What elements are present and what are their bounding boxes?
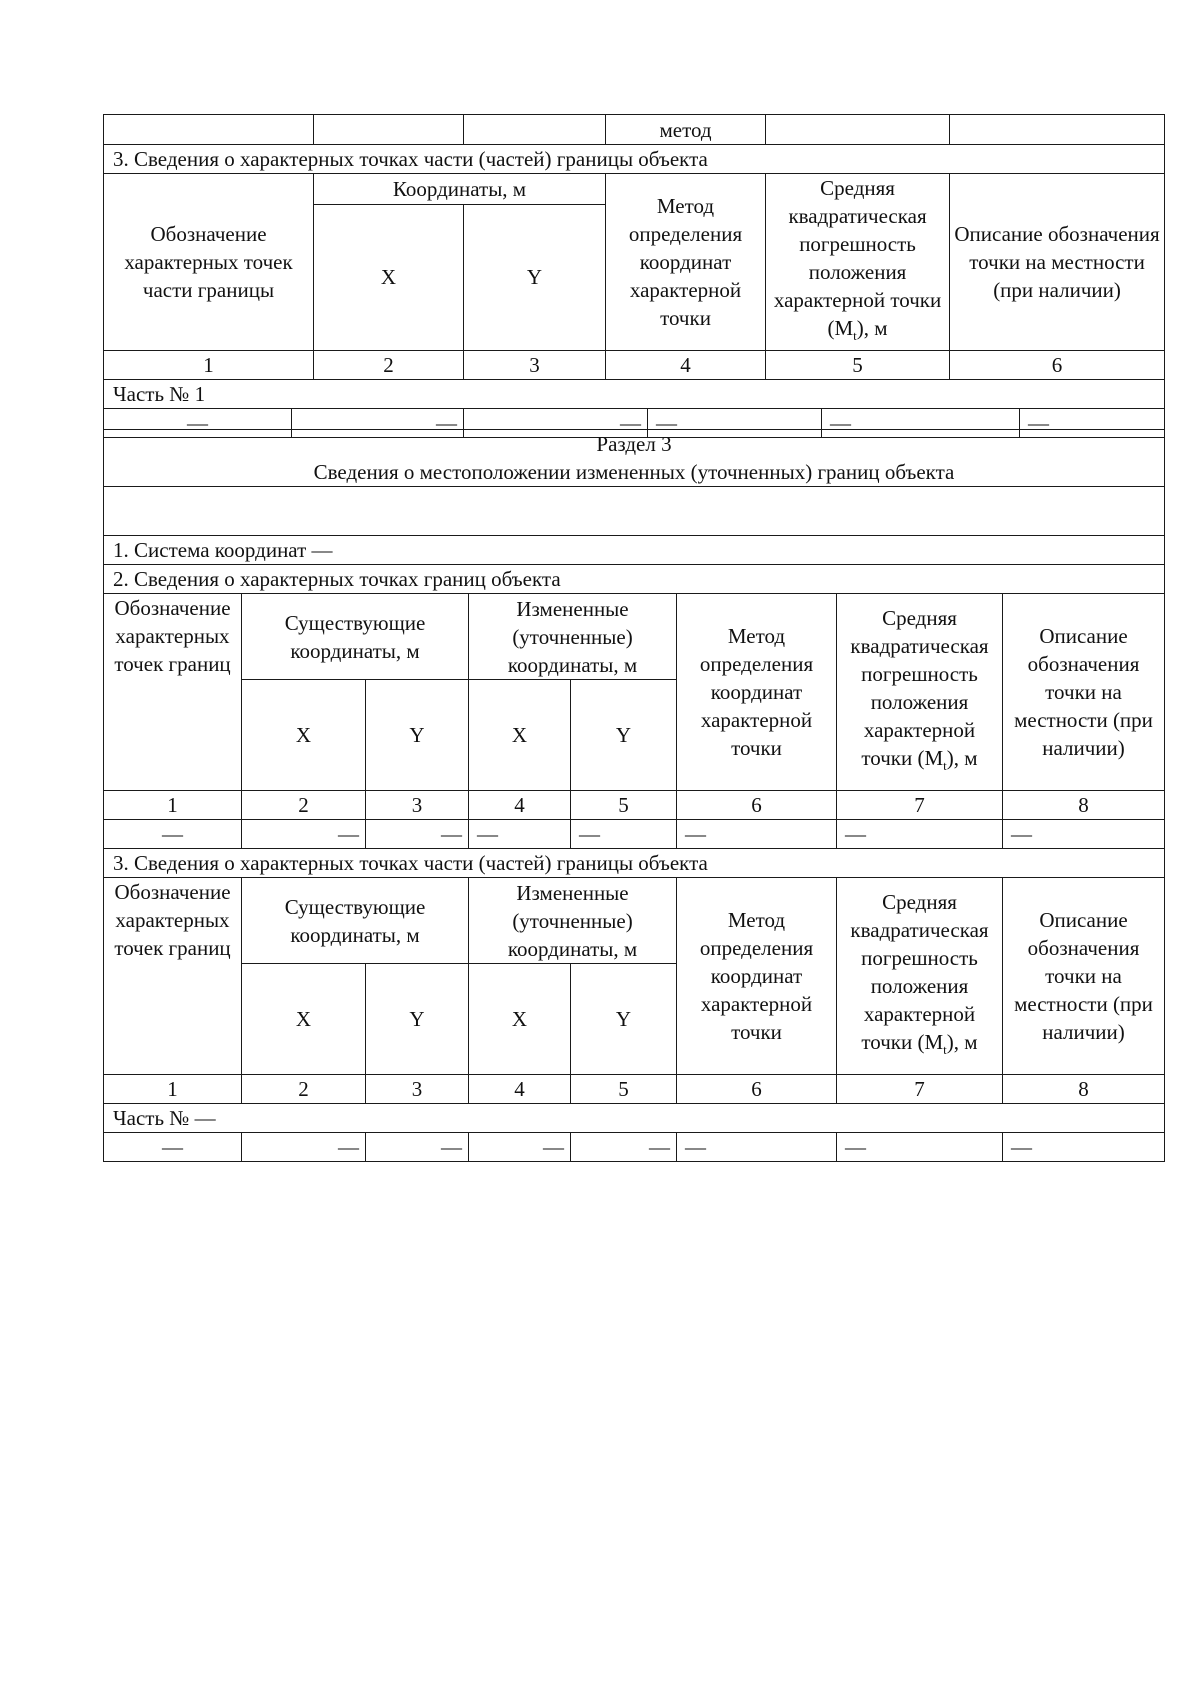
section-subtitle: Сведения о местоположении измененных (уточненных) границ объекта <box>313 460 955 484</box>
cont-cell <box>104 115 314 145</box>
col-number: 8 <box>1003 1075 1165 1104</box>
dash-cell: — <box>837 820 1003 849</box>
col-number: 1 <box>104 1075 242 1104</box>
dash-cell: — <box>464 409 648 438</box>
dash-cell: — <box>571 1133 677 1162</box>
header-error: Средняя квадратическая погрешность положения характерной точки $(M_t)$, м <box>837 594 1003 791</box>
header-method: Метод определения координат характерной точки <box>677 878 837 1075</box>
header-description: Описание обозначения точки на местности (при наличии) <box>1003 878 1165 1075</box>
empty-row <box>104 487 1165 536</box>
dash-cell: — <box>292 409 464 438</box>
header-changed: Измененные (уточненные) координаты, м <box>469 594 677 680</box>
header-y: Y <box>571 964 677 1075</box>
section-heading <box>104 430 1165 487</box>
header-designation: Обозначение характерных точек границ <box>104 878 242 1075</box>
col-number: 2 <box>314 351 464 380</box>
header-y: Y <box>464 204 606 351</box>
col-number: 2 <box>242 791 366 820</box>
header-y: Y <box>366 680 469 791</box>
header-y: Y <box>571 680 677 791</box>
table-row <box>104 820 1165 849</box>
col-number: 6 <box>677 791 837 820</box>
dash-cell: — <box>469 820 571 849</box>
cont-cell <box>314 115 464 145</box>
col-number: 1 <box>104 791 242 820</box>
section-title: 3. Сведения о характерных точках части (частей) границы объекта <box>104 145 1165 174</box>
parts-title: 3. Сведения о характерных точках части (частей) границы объекта <box>104 849 1165 878</box>
part-label: Часть № 1 <box>104 380 1165 409</box>
top-table <box>103 114 1165 438</box>
dash-cell: — <box>366 1133 469 1162</box>
col-number: 8 <box>1003 791 1165 820</box>
continuation-row <box>104 115 1165 145</box>
header-error: Средняя квадратическая погрешность положения характерной точки $(M_t)$, м <box>766 174 950 351</box>
points-title: 2. Сведения о характерных точках границ объекта <box>104 565 1165 594</box>
coord-system: 1. Система координат — <box>104 536 1165 565</box>
col-number: 1 <box>104 351 314 380</box>
column-numbers-row <box>104 351 1165 380</box>
header-method: Метод определения координат характерной точки <box>606 174 766 351</box>
dash-cell: — <box>1003 820 1165 849</box>
column-numbers-row <box>104 791 1165 820</box>
col-number: 5 <box>571 1075 677 1104</box>
dash-cell: — <box>104 820 242 849</box>
col-number: 5 <box>766 351 950 380</box>
header-x: X <box>242 680 366 791</box>
dash-cell: — <box>1003 1133 1165 1162</box>
col-number: 2 <box>242 1075 366 1104</box>
dash-cell: — <box>104 1133 242 1162</box>
dash-cell: — <box>822 409 1020 438</box>
dash-cell: — <box>366 820 469 849</box>
col-number: 7 <box>837 791 1003 820</box>
dash-cell: — <box>469 1133 571 1162</box>
dash-cell: — <box>242 820 366 849</box>
header-designation: Обозначение характерных точек части границы <box>104 174 314 351</box>
header-coords: Координаты, м <box>314 174 606 205</box>
col-number: 7 <box>837 1075 1003 1104</box>
dash-cell: — <box>104 409 292 438</box>
header-existing: Существующие координаты, м <box>242 594 469 680</box>
dash-cell: — <box>677 1133 837 1162</box>
cont-cell <box>464 115 606 145</box>
header-designation: Обозначение характерных точек границ <box>104 594 242 791</box>
col-number: 3 <box>366 791 469 820</box>
dash-cell: — <box>837 1133 1003 1162</box>
header-error: Средняя квадратическая погрешность положения характерной точки $(M_t)$, м <box>837 878 1003 1075</box>
col-number: 6 <box>950 351 1165 380</box>
cont-cell: метод <box>606 115 766 145</box>
header-y: Y <box>366 964 469 1075</box>
header-description: Описание обозначения точки на местности (при наличии) <box>950 174 1165 351</box>
header-x: X <box>314 204 464 351</box>
col-number: 3 <box>464 351 606 380</box>
col-number: 4 <box>606 351 766 380</box>
col-number: 3 <box>366 1075 469 1104</box>
header-changed: Измененные (уточненные) координаты, м <box>469 878 677 964</box>
section3-table <box>103 429 1165 1162</box>
col-number: 4 <box>469 791 571 820</box>
header-x: X <box>469 964 571 1075</box>
cont-cell <box>766 115 950 145</box>
col-number: 5 <box>571 791 677 820</box>
header-method: Метод определения координат характерной точки <box>677 594 837 791</box>
col-number: 6 <box>677 1075 837 1104</box>
col-number: 4 <box>469 1075 571 1104</box>
header-x: X <box>469 680 571 791</box>
header-x: X <box>242 964 366 1075</box>
dash-cell: — <box>1020 409 1165 438</box>
table-row <box>104 1133 1165 1162</box>
dash-cell: — <box>677 820 837 849</box>
dash-cell: — <box>571 820 677 849</box>
dash-cell: — <box>648 409 822 438</box>
cont-cell <box>950 115 1165 145</box>
header-existing: Существующие координаты, м <box>242 878 469 964</box>
column-numbers-row <box>104 1075 1165 1104</box>
dash-cell: — <box>242 1133 366 1162</box>
header-description: Описание обозначения точки на местности (при наличии) <box>1003 594 1165 791</box>
part-label: Часть № — <box>104 1104 1165 1133</box>
section-number: Раздел 3 <box>596 432 672 456</box>
